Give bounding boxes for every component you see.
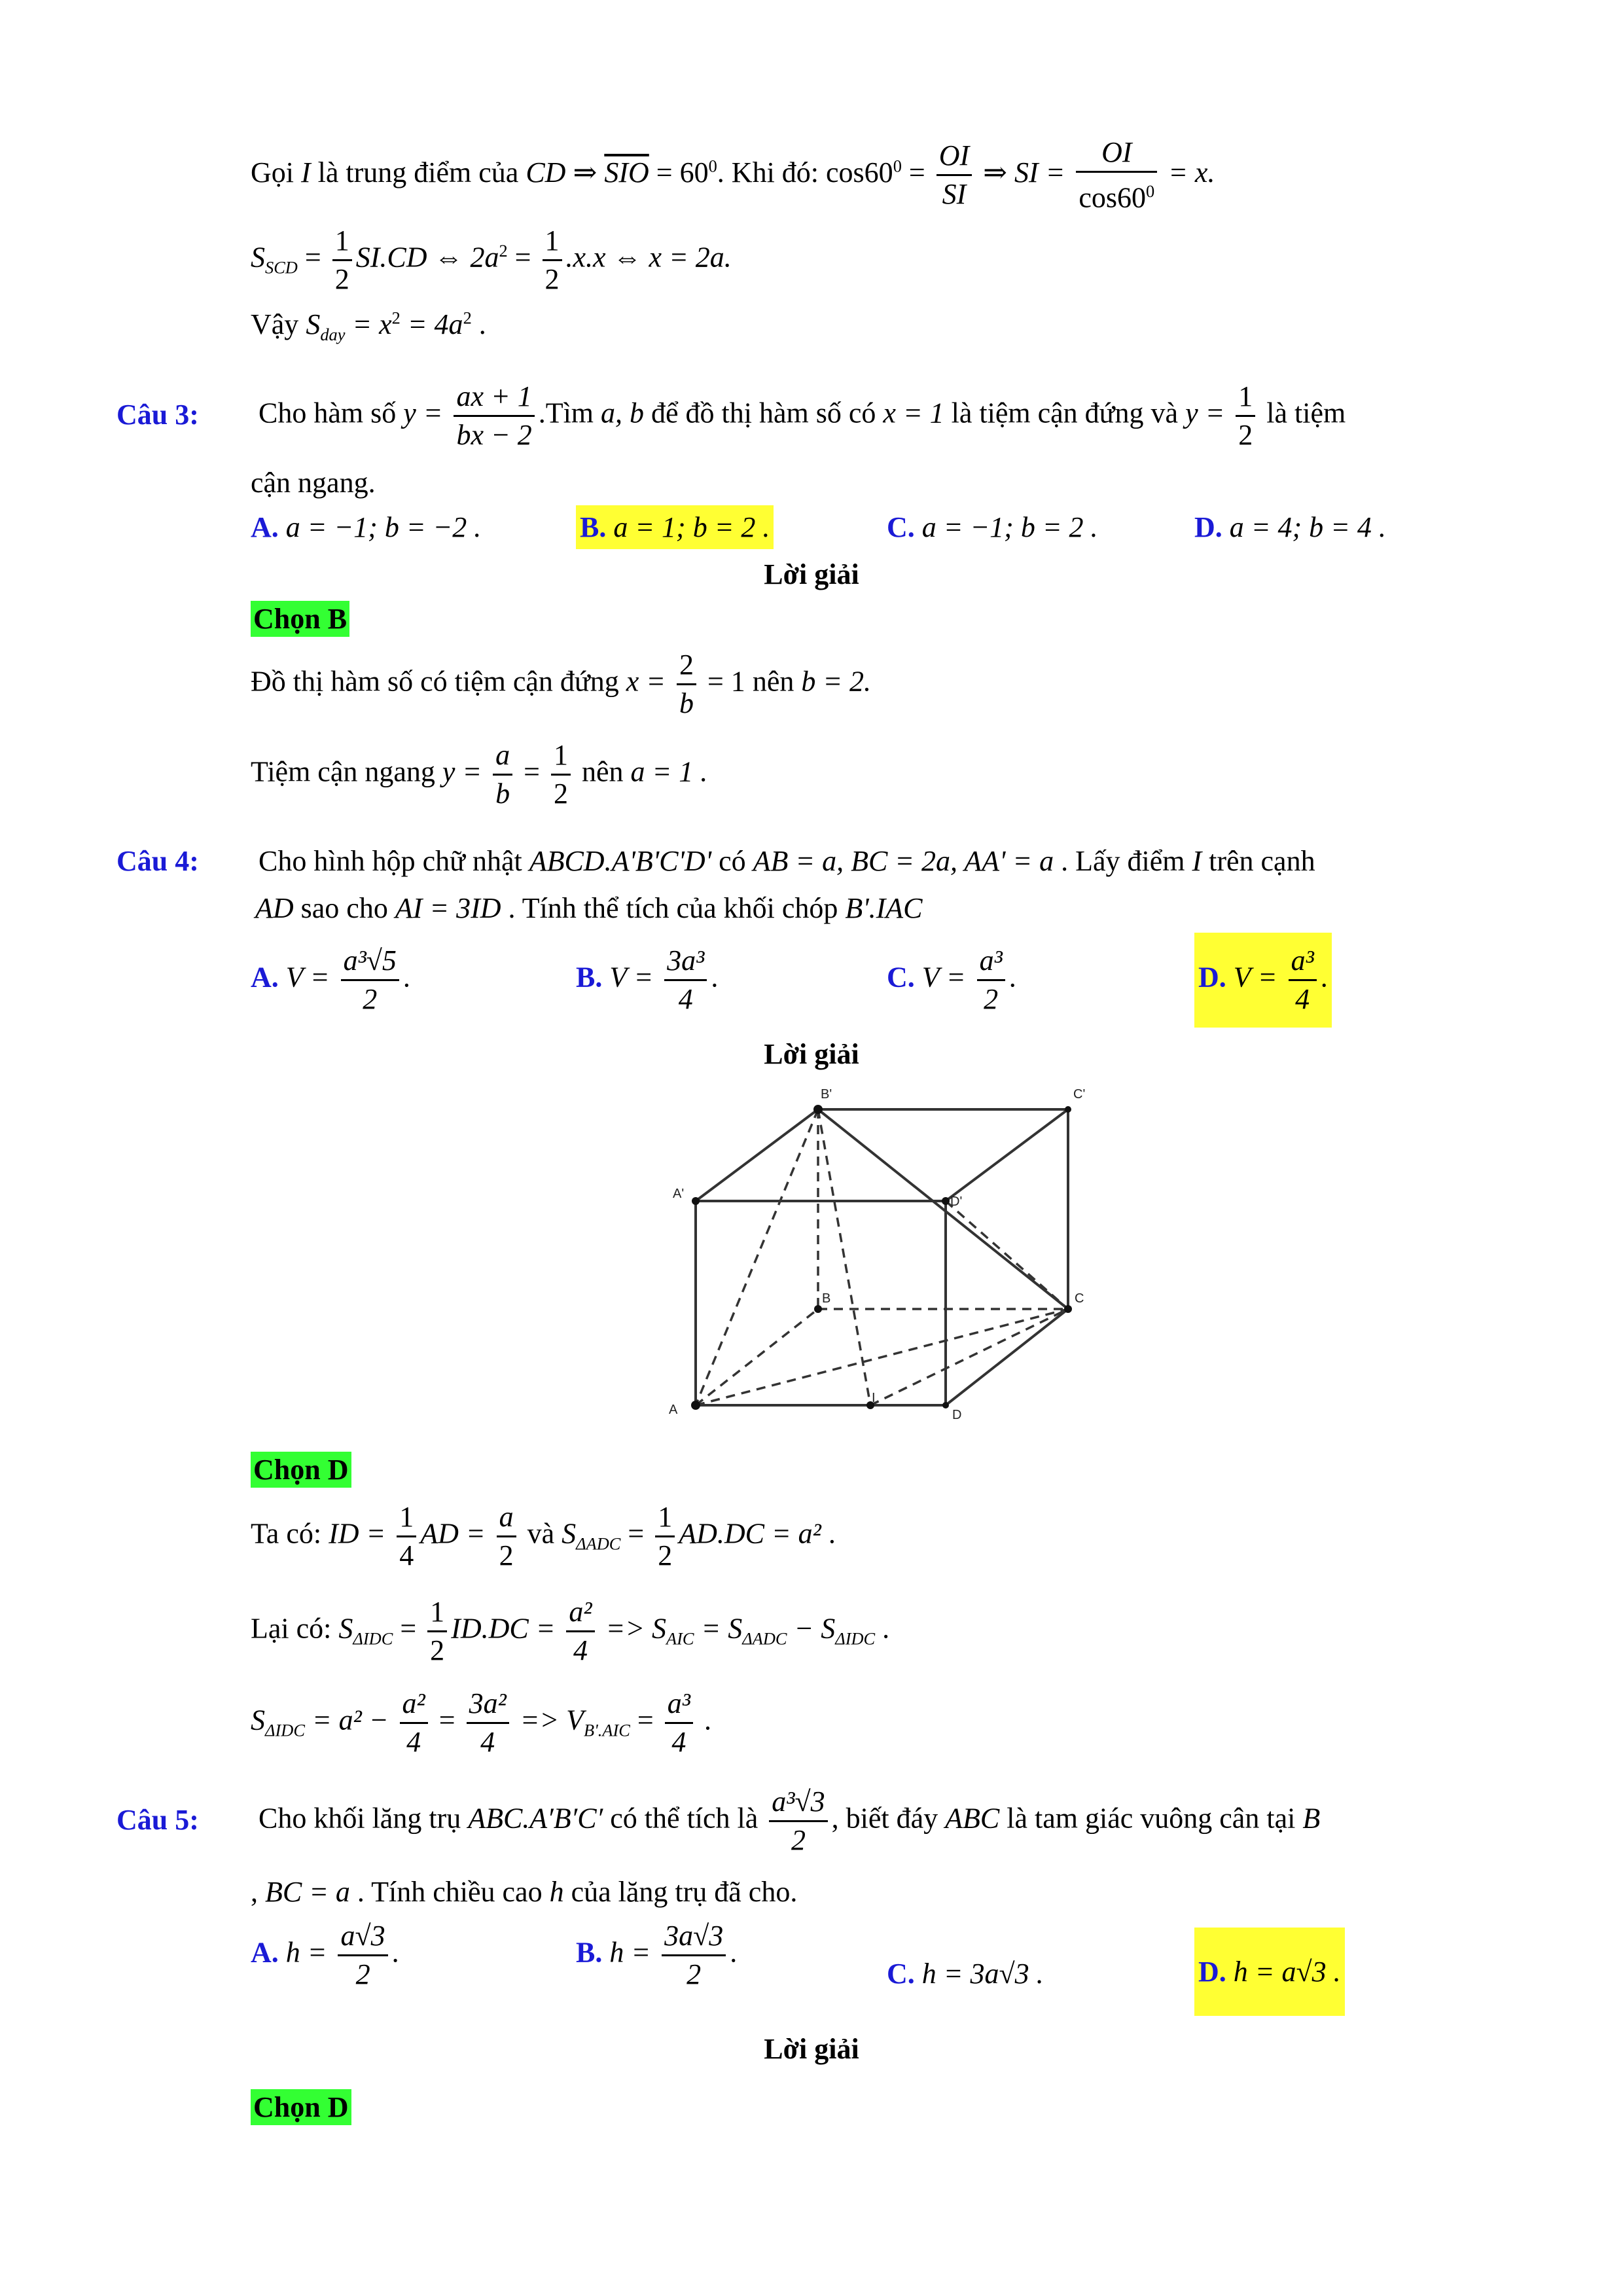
q3-option-a[interactable]: A. a = −1; b = −2 . — [251, 511, 482, 543]
point-C1 — [1065, 1106, 1071, 1113]
edge-C1D1 — [946, 1109, 1068, 1201]
q4-chosen-badge: Chọn D — [251, 1452, 351, 1488]
q3-solution-title: Lời giải — [764, 558, 859, 590]
q4-label: Câu 4: — [116, 845, 199, 877]
q5-stem-line-2: , BC = a . Tính chiều cao h của lăng trụ đã cho. — [251, 1876, 798, 1908]
label-B1: B' — [821, 1087, 832, 1102]
edge-AC — [696, 1309, 1068, 1405]
intro-line-3: Vậy $S_{day} = x^2 = 4a^2$ . — [251, 308, 486, 344]
q5-option-a[interactable]: A. h = $\frac{a√3}{2}$ . — [251, 1918, 399, 1993]
q4-stem-line-1: Cho hình hộp chữ nhật ABCD.A'B'C'D' có AB = a, BC = 2a, AA' = a . Lấy điểm I trên cạnh — [259, 845, 1315, 877]
q5-label: Câu 5: — [116, 1804, 199, 1836]
point-D1 — [942, 1197, 950, 1205]
q5-option-b[interactable]: B. h = $\frac{3a√3}{2}$ . — [576, 1918, 737, 1993]
q3-option-b[interactable]: B. a = 1; b = 2 . — [576, 505, 774, 549]
q3-solution-line-1: Đồ thị hàm số có tiệm cận đứng x = $\frac{2}{b}$ = 1 nên b = 2. — [251, 647, 871, 722]
label-A: A — [669, 1403, 678, 1417]
q5-chosen-badge: Chọn D — [251, 2089, 351, 2125]
label-B: B — [822, 1291, 831, 1306]
q3-stem-line-1: Cho hàm số y = $\frac{ax + 1}{bx - 2}$ .Tìm a, b để đồ thị hàm số có x = 1 là tiệm cận đứng và y = $\frac{1}{2}$ là tiệm — [259, 378, 1346, 454]
point-D — [942, 1402, 949, 1408]
point-B1 — [813, 1105, 823, 1114]
edge-DC — [946, 1309, 1068, 1405]
label-C: C — [1075, 1291, 1084, 1306]
point-B — [814, 1305, 822, 1313]
q3-stem-line-2: cận ngang. — [251, 467, 376, 499]
q5-option-d[interactable]: D. h = a√3 . — [1194, 1928, 1345, 2016]
q5-stem-line-1: Cho khối lăng trụ ABC.A′B′C′ có thể tích là $\frac{\text{a³√3}}{2}$ , biết đáy ABC là tam giác vuông cân tại B — [259, 1784, 1320, 1859]
q4-solution-line-3: $S_{\Delta IDC} = a^2$ − $\frac{\text{a²}}{4}$ = $\frac{\text{3a²}}{4}$ => $V_{B'.AIC}$ = $\frac{\text{a³}}{4}$ . — [251, 1685, 711, 1761]
q3-option-c[interactable]: C. a = −1; b = 2 . — [887, 511, 1098, 543]
point-A — [691, 1401, 700, 1410]
point-C — [1064, 1305, 1072, 1313]
q3-solution-line-2: Tiệm cận ngang y = $\frac{a}{b}$ = $\frac{1}{2}$ nên a = 1 . — [251, 737, 707, 812]
edge-IC — [870, 1309, 1068, 1405]
edge-B1C — [818, 1109, 1068, 1309]
q3-option-d[interactable]: D. a = 4; b = 4 . — [1194, 511, 1386, 543]
label-I: I — [872, 1391, 876, 1405]
label-C1: C' — [1073, 1087, 1086, 1102]
box-pyramid-figure — [654, 1080, 1126, 1433]
q4-solution-line-1: Ta có: ID = $\frac{1}{4}$ AD = $\frac{a}{2}$ và $S_{\Delta ADC}$ = $\frac{1}{2}$ AD.DC = a² . — [251, 1499, 836, 1574]
q4-stem-line-2: AD sao cho AI = 3ID . Tính thể tích của khối chóp B'.IAC — [255, 892, 923, 924]
q4-option-b[interactable]: B. V = $\frac{\text{3a³}}{4}$ . — [576, 942, 718, 1018]
q5-option-c[interactable]: C. h = 3a√3 . — [887, 1958, 1044, 1990]
q3-label: Câu 3: — [116, 399, 199, 431]
intro-line-1: Gọi I là trung điểm của CD ⇒ $\overline{SIO} = 60^0$. Khi đó: $\cos 60^0$ = $\frac{OI}{SI}$ ⇒ SI = $\frac{OI}{\cos 60^0}$ = x. — [251, 134, 1215, 217]
q5-solution-title: Lời giải — [764, 2033, 859, 2065]
q4-option-c[interactable]: C. V = $\frac{\text{a³}}{2}$ . — [887, 942, 1016, 1018]
q4-option-d[interactable]: D. V = $\frac{\text{a³}}{4}$ . — [1194, 933, 1332, 1028]
q3-chosen-badge: Chọn B — [251, 601, 349, 637]
q4-solution-title: Lời giải — [764, 1038, 859, 1070]
point-A1 — [692, 1197, 700, 1205]
edge-B1I — [818, 1109, 870, 1405]
intro-line-2: $S_{SCD}$ = $\frac{1}{2}$ SI.CD ⇔ $2a^2$ = $\frac{1}{2}$ .x.x ⇔ x = 2a. — [251, 223, 732, 298]
label-A1: A' — [673, 1187, 685, 1201]
q4-option-a[interactable]: A. V = $\frac{\text{a³√5}}{2}$ . — [251, 942, 410, 1018]
q4-solution-line-2: Lại có: $S_{\Delta IDC}$ = $\frac{1}{2}$ ID.DC = $\frac{\text{a²}}{4}$ => $S_{AIC} = S_{\Delta ADC} - S_{\Delta IDC}$ . — [251, 1594, 889, 1669]
edge-AB — [696, 1309, 818, 1405]
label-D: D — [952, 1408, 962, 1422]
label-D1: D' — [950, 1194, 963, 1209]
